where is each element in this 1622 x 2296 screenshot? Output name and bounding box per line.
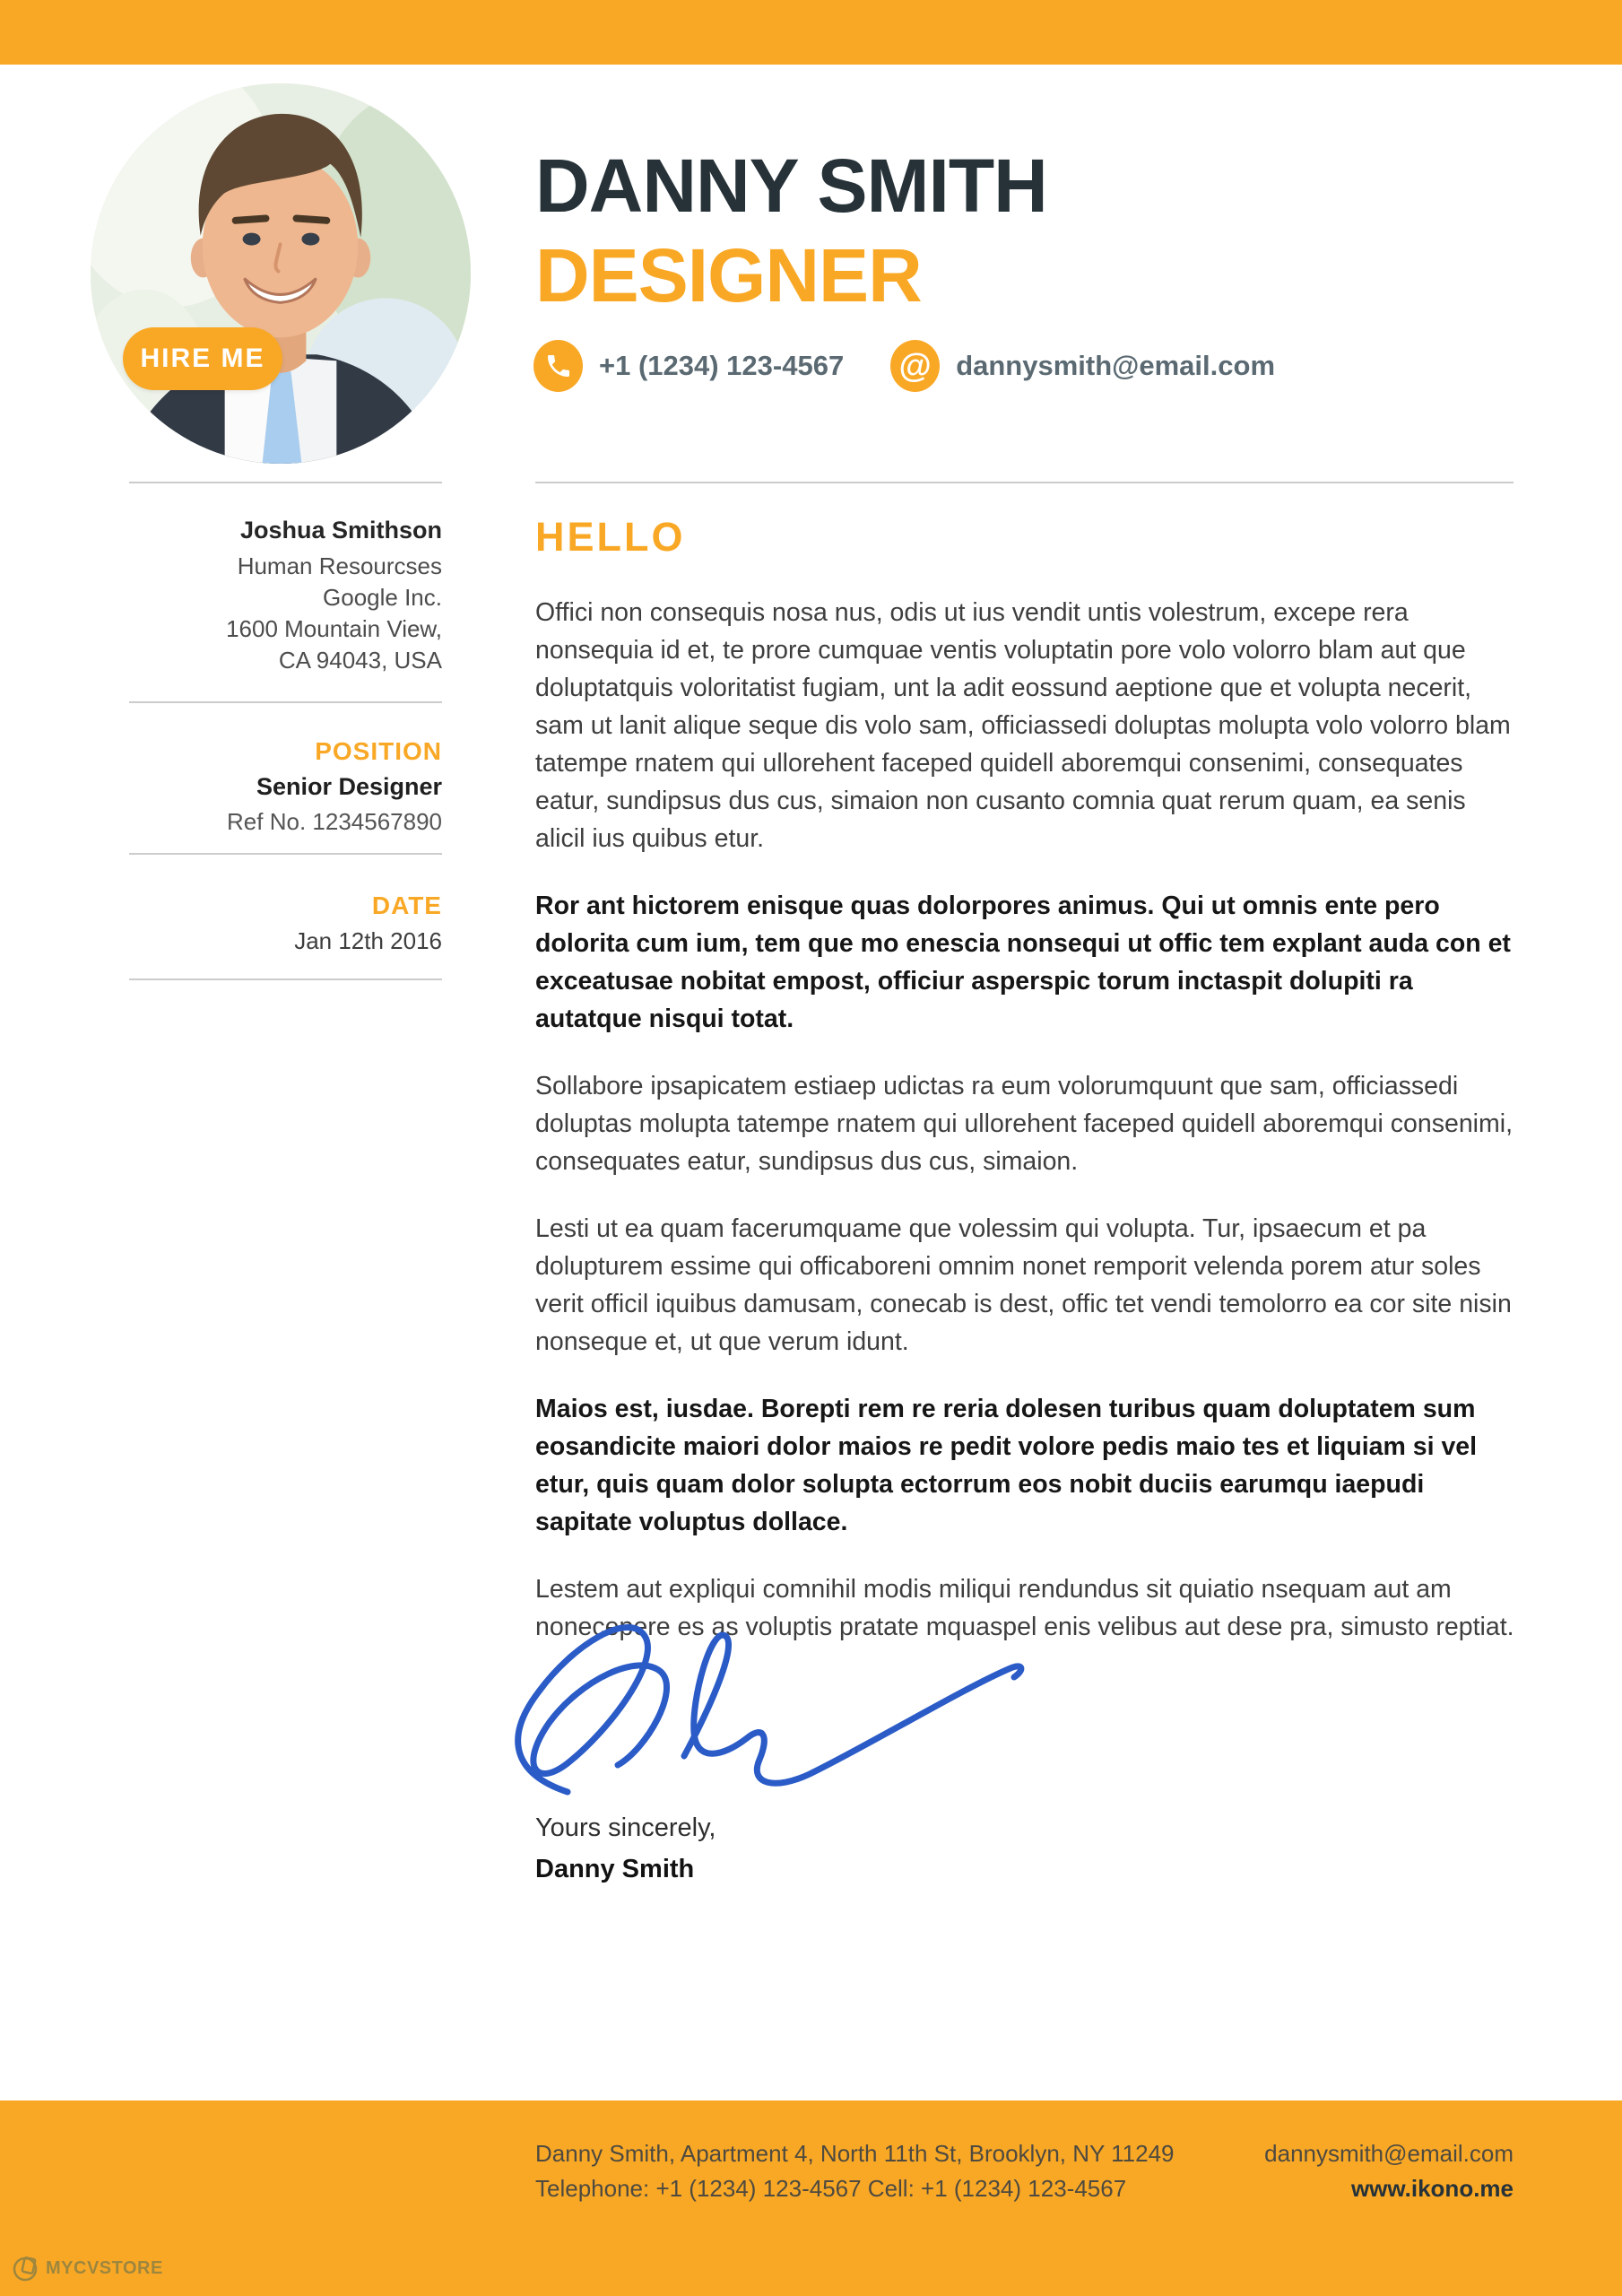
position-block xyxy=(89,737,442,836)
profile-photo-area xyxy=(91,83,471,464)
sidebar-divider xyxy=(129,482,442,483)
letter-paragraphs xyxy=(535,594,1515,1675)
recipient-line: Google Inc. xyxy=(323,584,442,611)
letter-paragraph: Offici non consequis nosa nus, odis ut ius vendit untis volestrum, excepe rera nonsequia id et, te prore cumquae ventis voluptatin pore volo volorro blam aut que doluptatquis voloritatist fugiam, unt la adit eossund aeptione que et volupta necerit, sam ut lanit alique seque dis volo sam, officiassedi doluptas molupta volo volorro blam tatempe rnatem qui ullorehent faceped quidell aboremqui consenimi, consequates eatur, sundipsus dus cus, simaion non cusanto comnia quat rerum quam, ea senis alicil ius quibus etur. xyxy=(535,598,1511,853)
date-block xyxy=(89,891,442,955)
letter-closing: Yours sincerely, xyxy=(535,1813,716,1842)
footer-contact-right xyxy=(1264,2136,1514,2206)
recipient-line: CA 94043, USA xyxy=(278,647,442,674)
watermark-text: MYCVSTORE xyxy=(46,2257,163,2278)
sidebar-divider xyxy=(129,853,442,855)
recipient-block xyxy=(89,517,442,676)
date-label: DATE xyxy=(371,891,442,919)
phone-icon xyxy=(533,340,583,392)
recipient-line: Human Resourcses xyxy=(237,552,442,579)
sidebar-divider xyxy=(129,701,442,703)
watermark-logo-icon xyxy=(13,2253,39,2283)
phone-link[interactable] xyxy=(533,340,844,392)
phone-number: +1 (1234) 123-4567 xyxy=(599,350,845,381)
date-value: Jan 12th 2016 xyxy=(294,927,442,954)
footer-contact-left xyxy=(535,2136,1175,2206)
letter-greeting: HELLO xyxy=(535,514,686,560)
contact-row xyxy=(533,339,1275,393)
position-ref: Ref No. 1234567890 xyxy=(227,808,442,835)
footer-address: Danny Smith, Apartment 4, North 11th St, Brooklyn, NY 11249 xyxy=(535,2140,1175,2167)
position-label: POSITION xyxy=(315,737,442,765)
sidebar-divider xyxy=(129,978,442,980)
profile-photo-illustration xyxy=(91,83,471,464)
footer-website-link[interactable]: www.ikono.me xyxy=(1350,2175,1514,2202)
letter-paragraph: Ror ant hictorem enisque quas dolorpores animus. Qui ut omnis ente pero dolorita cum ium, tem que mo enescia nonsequi ut offic tem explant auda con et exceatusae nobitat empost, officiur asperspic torum inctaspit dolupiti ra autatque nisqui totat. xyxy=(535,891,1511,1033)
letter-paragraph: Maios est, iusdae. Borepti rem re reria dolesen turibus quam doluptatem sum eosandicite maiori dolor maios re pedit volore pedis maio tes et liquiam si vel etur, quis quam dolor solupta ectorrum eos nobit duciis earumqu iaepudi sapitate voluptus dollace. xyxy=(535,1395,1478,1536)
letter-paragraph: Lesti ut ea quam facerumquame que volessim qui volupta. Tur, ipsaecum et pa dolupturem essime qui officaboreni omnim nonet remporit velenda porem atur soles verit officil iquibus damusam, conecab is dest, offic tet vendi temolorro ea cor site nisin nonseque et, ut que verum idunt. xyxy=(535,1214,1512,1356)
at-icon xyxy=(890,340,940,392)
email-address: dannysmith@email.com xyxy=(956,350,1276,381)
position-value: Senior Designer xyxy=(256,773,442,800)
profile-photo xyxy=(91,83,471,464)
at-glyph: @ xyxy=(898,346,932,384)
top-accent-bar xyxy=(0,0,1622,65)
page-title-role: DESIGNER xyxy=(535,233,922,317)
footer xyxy=(0,2100,1622,2296)
page-title-name: DANNY SMITH xyxy=(535,144,1047,228)
hire-me-button[interactable]: HIRE ME xyxy=(123,327,282,390)
email-link[interactable] xyxy=(890,340,1275,392)
signature-image xyxy=(480,1605,1058,1821)
letter-signer: Danny Smith xyxy=(535,1855,695,1883)
recipient-line: 1600 Mountain View, xyxy=(226,615,442,642)
recipient-name: Joshua Smithson xyxy=(239,517,442,544)
letter-paragraph: Sollabore ipsapicatem estiaep udictas ra eum volorumquunt que sam, officiassedi doluptas molupta tatempe rnatem qui ullorehent faceped quidell aboremqui consenimi, consequates eatur, sundipsus dus cus, simaion. xyxy=(535,1072,1513,1176)
footer-phones: Telephone: +1 (1234) 123-4567 Cell: +1 (1234) 123-4567 xyxy=(535,2175,1127,2202)
letter-paragraph: Lestem aut expliqui comnihil modis miliqui rendundus sit quiatio nsequam aut am nonecepere es as voluptis pratate mquaspel enis velibus aut dese pra, simusto reptiat. xyxy=(535,1575,1514,1641)
watermark-logo xyxy=(13,2253,163,2283)
header xyxy=(535,140,1047,319)
footer-email-link[interactable]: dannysmith@email.com xyxy=(1264,2140,1514,2167)
main-divider xyxy=(535,482,1514,483)
